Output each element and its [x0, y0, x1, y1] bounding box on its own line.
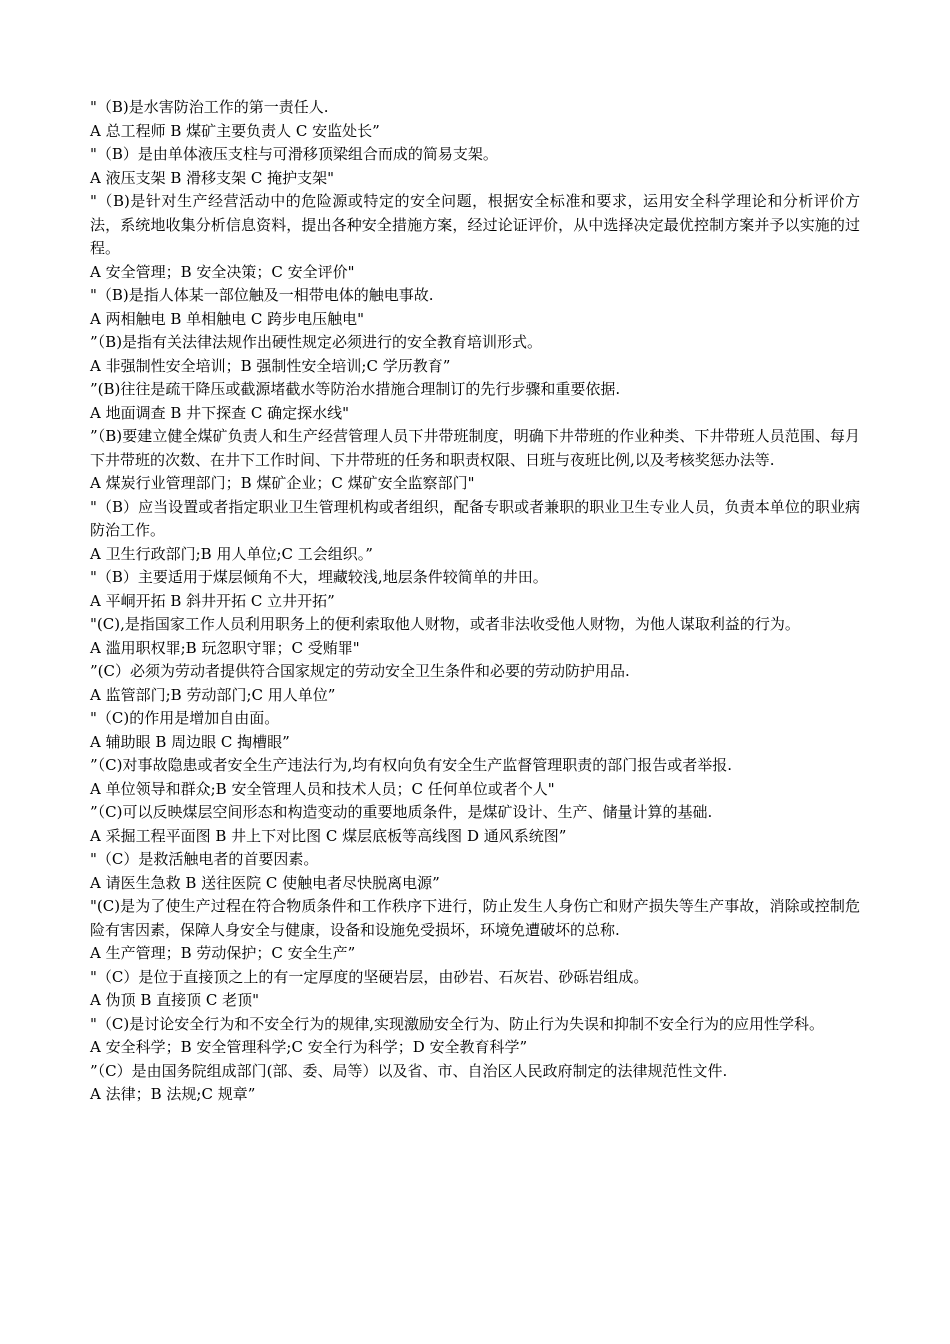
answer-options: A 非强制性安全培训；B 强制性安全培训;C 学历教育”: [90, 356, 451, 375]
question-text: ”(C）必须为劳动者提供符合国家规定的劳动安全卫生条件和必要的劳动防护用品.: [90, 662, 630, 680]
question-text: ”（B)要建立健全煤矿负责人和生产经营管理人员下井带班制度，明确下井带班的作业种类、下井带班人员范围、每月下井带班的次数、在井下工作时间、下井带班的任务和职责权限、日班与夜班比例,以及考核奖惩办法等.: [90, 427, 860, 469]
answer-options: A 伪顶 B 直接顶 C 老顶": [90, 991, 260, 1009]
question-list: [90, 96, 860, 1107]
question-text: "（C）是救活触电者的首要因素。: [90, 850, 319, 868]
answer-options: A 安全科学；B 安全管理科学;C 安全行为科学；D 安全教育科学”: [90, 1038, 528, 1056]
question-text: ”（C)可以反映煤层空间形态和构造变动的重要地质条件，是煤矿设计、生产、储量计算的基础.: [90, 803, 713, 821]
answer-options: A 监管部门;B 劳动部门;C 用人单位”: [90, 685, 336, 704]
question-text: "(C)是为了使生产过程在符合物质条件和工作秩序下进行，防止发生人身伤亡和财产损失等生产事故，消除或控制危险有害因素，保障人身安全与健康，设备和设施免受损坏，环境免遭破坏的总称.: [90, 897, 860, 939]
answer-options: A 采掘工程平面图 B 井上下对比图 C 煤层底板等高线图 D 通风系统图”: [90, 826, 567, 845]
answer-options: A 平峒开拓 B 斜井开拓 C 立井开拓”: [90, 591, 335, 610]
answer-options: A 法律；B 法规;C 规章”: [90, 1085, 256, 1103]
answer-options: A 生产管理；B 劳动保护；C 安全生产”: [90, 944, 356, 962]
answer-options: A 卫生行政部门;B 用人单位;C 工会组织。”: [90, 544, 373, 563]
question-text: "（B)是指人体某一部位触及一相带电体的触电事故.: [90, 286, 434, 304]
question-text: "（B)是水害防治工作的第一责任人.: [90, 98, 329, 116]
answer-options: A 单位领导和群众;B 安全管理人员和技术人员；C 任何单位或者个人": [90, 779, 555, 798]
answer-options: A 地面调查 B 井下探查 C 确定探水线": [90, 403, 350, 422]
answer-options: A 总工程师 B 煤矿主要负责人 C 安监处长”: [90, 121, 380, 140]
question-text: "（C)是讨论安全行为和不安全行为的规律,实现激励安全行为、防止行为失误和抑制不安全行为的应用性学科。: [90, 1014, 825, 1033]
answer-options: A 煤炭行业管理部门；B 煤矿企业；C 煤矿安全监察部门": [90, 474, 475, 492]
question-text: "（B）是由单体液压支柱与可滑移顶梁组合而成的简易支架。: [90, 145, 498, 163]
question-text: "（C)的作用是增加自由面。: [90, 709, 280, 727]
question-text: "（B）主要适用于煤层倾角不大，埋藏较浅,地层条件较简单的井田。: [90, 568, 548, 586]
question-text: "(C),是指国家工作人员利用职务上的便利索取他人财物，或者非法收受他人财物，为他人谋取利益的行为。: [90, 615, 800, 633]
answer-options: A 辅助眼 B 周边眼 C 掏槽眼”: [90, 732, 290, 751]
question-text: "（B)是针对生产经营活动中的危险源或特定的安全问题，根据安全标准和要求，运用安全科学理论和分析评价方法，系统地收集分析信息资料，提出各种安全措施方案，经过论证评价，从中选择决定最优控制方案并予以实施的过程。: [90, 192, 860, 257]
answer-options: A 液压支架 B 滑移支架 C 掩护支架": [90, 168, 335, 187]
question-text: ”（C）是由国务院组成部门(部、委、局等）以及省、市、自治区人民政府制定的法律规范性文件.: [90, 1061, 728, 1080]
answer-options: A 安全管理；B 安全决策；C 安全评价": [90, 262, 355, 281]
question-text: ”（C)对事故隐患或者安全生产违法行为,均有权向负有安全生产监督管理职责的部门报告或者举报.: [90, 756, 733, 774]
question-text: ”(B)往往是疏干降压或截源堵截水等防治水措施合理制订的先行步骤和重要依据.: [90, 380, 621, 398]
question-text: "（B）应当设置或者指定职业卫生管理机构或者组织，配备专职或者兼职的职业卫生专业人员，负责本单位的职业病防治工作。: [90, 497, 860, 539]
question-text: "（C）是位于直接顶之上的有一定厚度的坚硬岩层，由砂岩、石灰岩、砂砾岩组成。: [90, 967, 649, 986]
answer-options: A 滥用职权罪;B 玩忽职守罪；C 受贿罪": [90, 638, 360, 657]
answer-options: A 两相触电 B 单相触电 C 跨步电压触电": [90, 309, 365, 328]
answer-options: A 请医生急救 B 送往医院 C 使触电者尽快脱离电源”: [90, 873, 440, 892]
question-text: ”（B)是指有关法律法规作出硬性规定必须进行的安全教育培训形式。: [90, 333, 543, 351]
